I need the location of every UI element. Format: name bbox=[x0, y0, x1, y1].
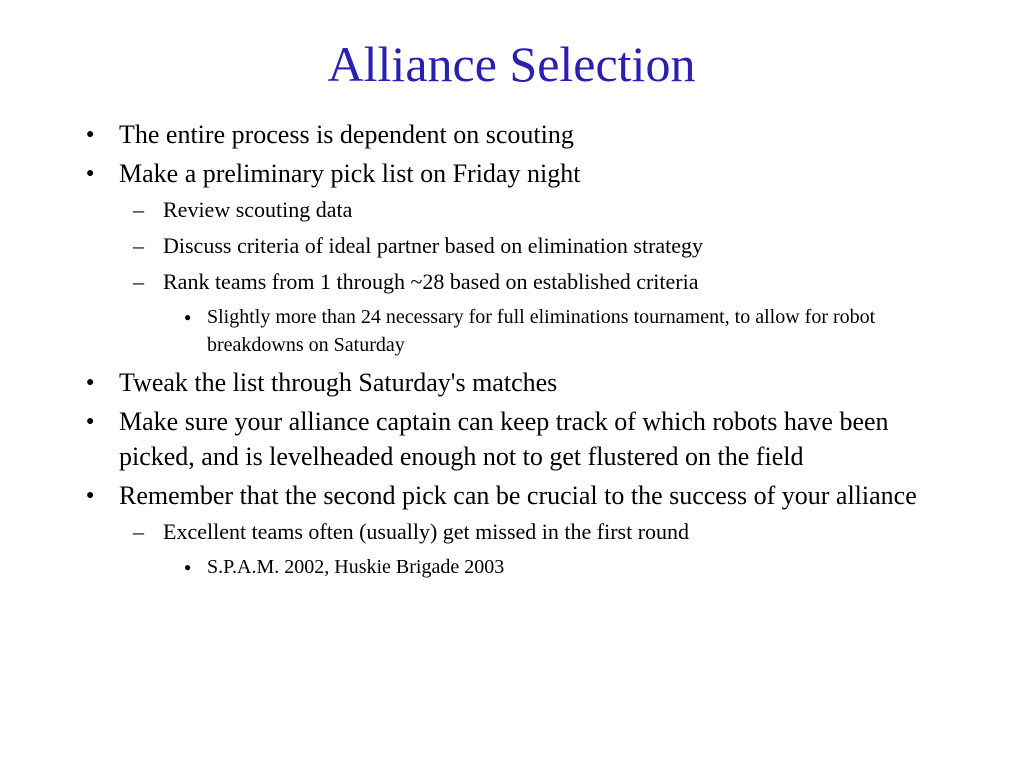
slide-title: Alliance Selection bbox=[327, 36, 696, 92]
list-item bbox=[0, 156, 919, 191]
list-item-text: S.P.A.M. 2002, Huskie Brigade 2003 bbox=[207, 556, 505, 578]
dash-icon: – bbox=[133, 197, 144, 222]
list-item bbox=[0, 195, 923, 225]
bullet-icon: ● bbox=[86, 375, 95, 390]
list-item-text: Review scouting data bbox=[163, 197, 353, 222]
list-item-text: Discuss criteria of ideal partner based on elimination strategy bbox=[163, 233, 704, 258]
dash-icon: – bbox=[133, 269, 144, 294]
list-item bbox=[0, 303, 922, 359]
list-item bbox=[0, 117, 919, 152]
bullet-icon: ● bbox=[86, 414, 95, 429]
bullet-icon: ● bbox=[86, 166, 95, 181]
bullet-icon: ● bbox=[184, 560, 192, 574]
list-item-text: Make a preliminary pick list on Friday night bbox=[119, 159, 581, 188]
list-item-text: Tweak the list through Saturday's matches bbox=[119, 368, 558, 397]
list-item bbox=[0, 517, 923, 547]
list-item bbox=[0, 404, 919, 474]
list-item-text: Rank teams from 1 through ~28 based on established criteria bbox=[163, 269, 699, 294]
bullet-icon: ● bbox=[184, 310, 192, 324]
bullet-icon: ● bbox=[86, 488, 95, 503]
list-item-text: Remember that the second pick can be crucial to the success of your alliance bbox=[119, 481, 917, 510]
list-item bbox=[0, 267, 923, 297]
list-item bbox=[0, 231, 923, 261]
dash-icon: – bbox=[133, 519, 144, 544]
list-item-text: The entire process is dependent on scouting bbox=[119, 120, 574, 149]
bullet-icon: ● bbox=[86, 127, 95, 142]
list-item-text: Slightly more than 24 necessary for full eliminations tournament, to allow for robot breakdowns on Saturday bbox=[207, 306, 876, 356]
list-item-text: Make sure your alliance captain can keep track of which robots have been picked, and is levelheaded enough not to get flustered on the field bbox=[119, 407, 889, 471]
list-item-text: Excellent teams often (usually) get missed in the first round bbox=[163, 519, 690, 544]
list-item bbox=[0, 553, 922, 581]
dash-icon: – bbox=[133, 233, 144, 258]
list-item bbox=[0, 478, 919, 513]
bullet-list bbox=[0, 117, 1023, 587]
list-item bbox=[0, 365, 919, 400]
